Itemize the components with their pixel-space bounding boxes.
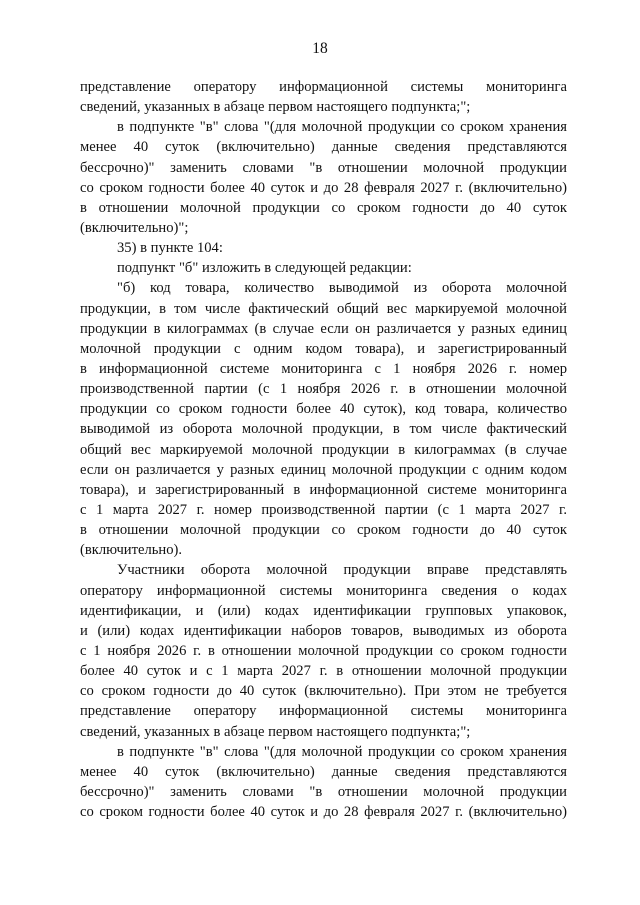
text-line: 35) в пункте 104: [117,240,223,257]
text-line: подпункт "б" изложить в следующей редакции: [117,260,412,277]
text-line: продукции в килограммах (в случае если он различается у разных единиц [80,320,567,337]
text-line: менее 40 суток (включительно) данные сведения представляются [80,139,567,156]
text-line: продукции, в том числе фактический общий вес маркируемой молочной [80,300,567,317]
document-body [80,77,567,822]
text-line: в подпункте "в" слова "(для молочной продукции со сроком хранения [117,119,567,136]
text-line: более 40 суток и с 1 марта 2027 г. в отношении молочной продукции [80,663,567,680]
text-line: сведений, указанных в абзаце первом настоящего подпункта;"; [80,723,471,740]
text-line: менее 40 суток (включительно) данные сведения представляются [80,763,567,780]
text-line: если он различается у разных единиц молочной продукции с одним кодом [80,461,567,478]
text-line: товара), и зарегистрированный в информационной системе мониторинга [80,481,567,498]
text-line: в подпункте "в" слова "(для молочной продукции со сроком хранения [117,743,567,760]
text-line: общий вес маркируемой молочной продукции в килограммах (в случае [80,441,567,458]
text-line: представление оператору информационной системы мониторинга [80,703,567,720]
text-line: в информационной системе мониторинга с 1 ноября 2026 г. номер [80,360,567,377]
text-line: со сроком годности более 40 суток и до 28 февраля 2027 г. (включительно) [80,179,567,196]
text-line: с 1 марта 2027 г. номер производственной партии (с 1 марта 2027 г. [80,501,567,518]
text-line: "б) код товара, количество выводимой из оборота молочной [117,280,567,297]
page-number: 18 [312,40,328,57]
text-line: (включительно)"; [80,219,189,236]
text-line: в отношении молочной продукции со сроком годности до 40 суток [80,522,567,539]
text-line: (включительно). [80,542,183,559]
text-line: и (или) кодах идентификации наборов товаров, выводимых из оборота [80,622,567,639]
text-line: оператору информационной системы мониторинга сведения о кодах [80,582,567,599]
text-line: со сроком годности более 40 суток и до 28 февраля 2027 г. (включительно) [80,804,567,821]
text-line: производственной партии (с 1 ноября 2026 г. в отношении молочной [80,381,567,398]
text-line: представление оператору информационной системы мониторинга [80,79,567,95]
text-line: со сроком годности до 40 суток (включительно). При этом не требуется [80,683,567,700]
text-line: с 1 ноября 2026 г. в отношении молочной продукции со сроком годности [80,642,567,659]
text-line: идентификации, и (или) кодах идентификации групповых упаковок, [80,602,567,619]
text-line: в отношении молочной продукции со сроком годности до 40 суток [80,199,567,216]
text-line: сведений, указанных в абзаце первом настоящего подпункта;"; [80,99,471,116]
text-line: продукции со сроком годности более 40 суток), код товара, количество [80,401,567,418]
text-line: бессрочно)" заменить словами "в отношении молочной продукции [80,783,567,800]
text-line: молочной продукции с одним кодом товара), и зарегистрированный [80,340,567,357]
text-line: Участники оборота молочной продукции вправе представлять [117,562,567,579]
text-line: бессрочно)" заменить словами "в отношении молочной продукции [80,159,567,176]
text-line: выводимой из оборота молочной продукции, в том числе фактический [80,421,567,438]
